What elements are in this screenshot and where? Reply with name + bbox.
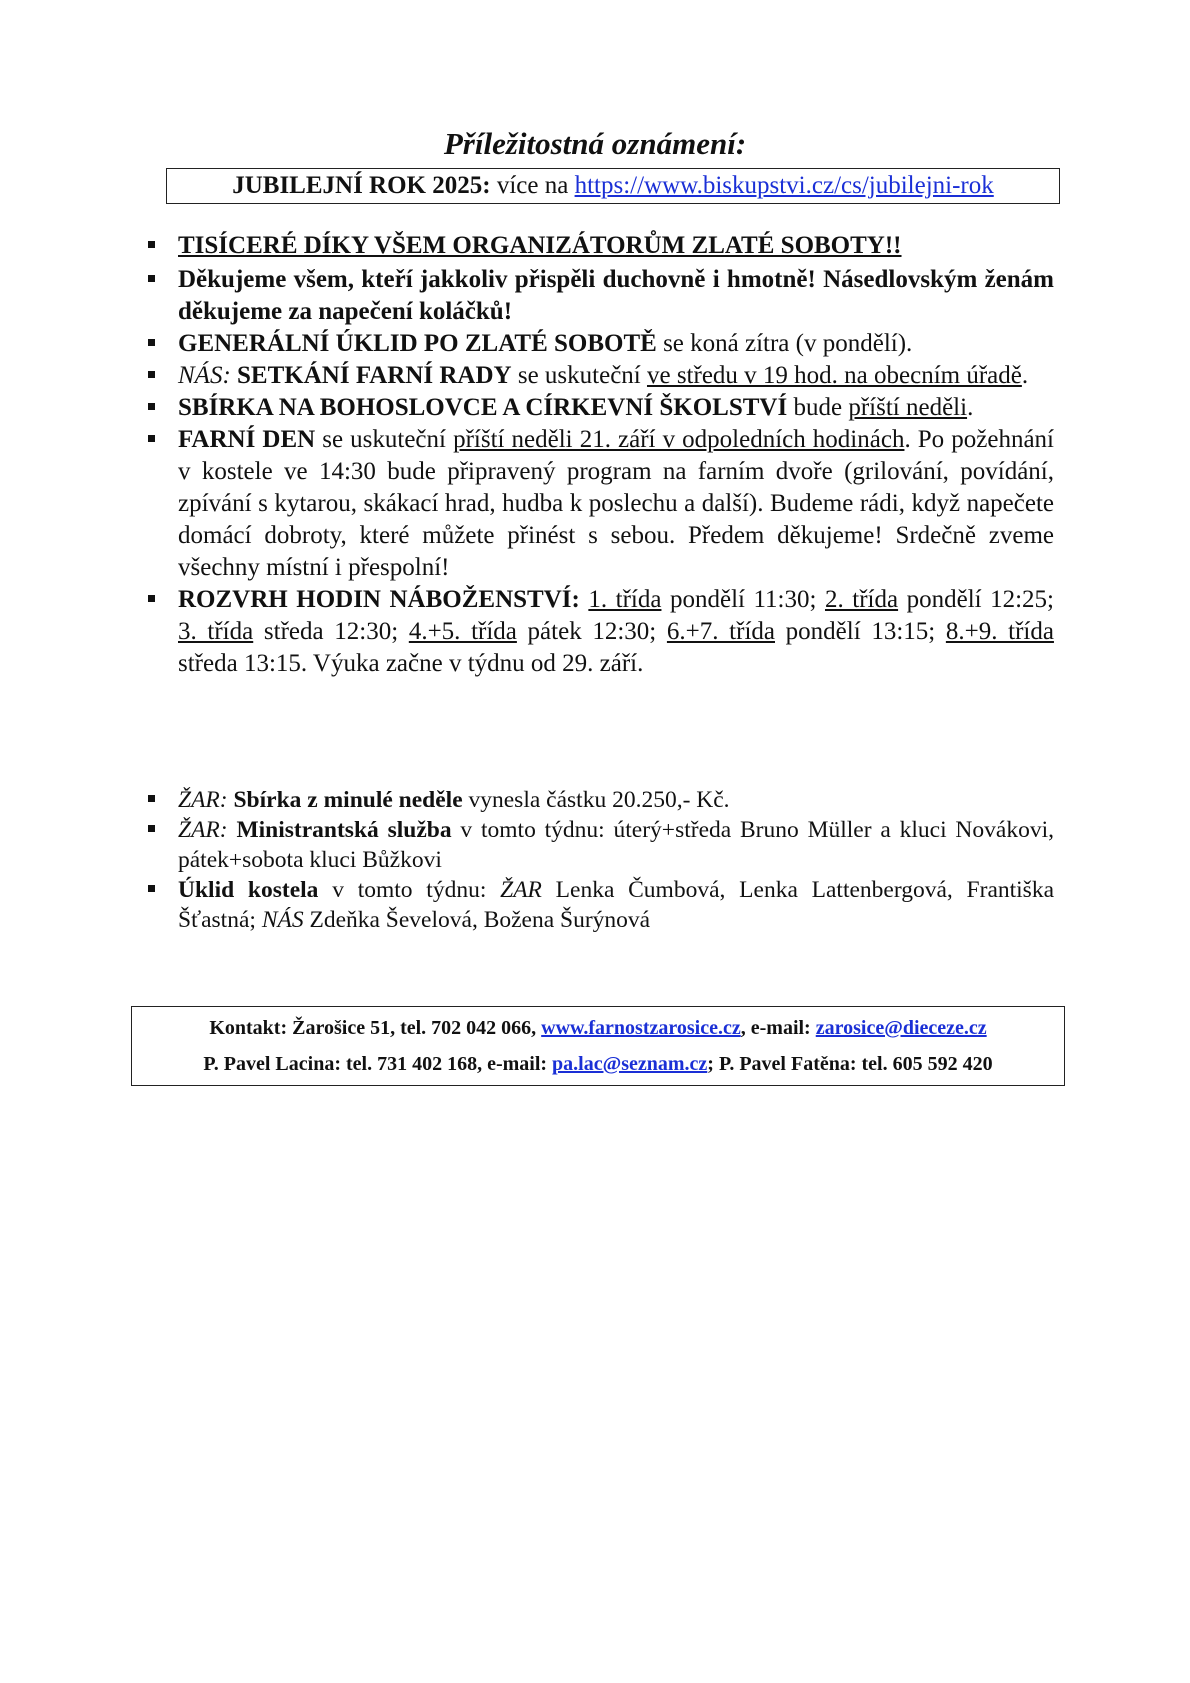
list-item-thanks-organizers	[148, 230, 1054, 262]
bullet-icon	[148, 339, 155, 346]
schedule-class-2: 2. třída	[824, 586, 899, 613]
thanks-all-text: Děkujeme všem, kteří jakkoliv přispěli duchovně i hmotně! Násedlovským ženám děkujeme za napečení koláčků!	[178, 266, 1054, 325]
parish-day-underlined: příští neděli 21. září v odpoledních hodinách	[453, 426, 905, 453]
council-bold: SETKÁNÍ FARNÍ RADY	[237, 362, 512, 389]
schedule-bold: ROZVRH HODIN NÁBOŽENSTVÍ:	[178, 586, 580, 613]
parish-day-text: se uskuteční	[315, 426, 454, 453]
church-cleaning-t2: Lenka Čumbová, Lenka Lattenbergová, Františka Šťastná;	[178, 877, 1055, 933]
announcement-list-2	[148, 785, 1054, 935]
list-item-cleanup	[148, 328, 1054, 360]
contact-line1-prefix: Kontakt: Žarošice 51, tel. 702 042 066,	[209, 1017, 542, 1039]
contact-line2-prefix: P. Pavel Lacina: tel. 731 402 168, e-mail:	[203, 1053, 553, 1075]
list-item-servers	[148, 815, 1054, 875]
parish-day-rest: . Po požehnání v kostele ve 14:30 bude připravený program na farním dvoře (grilování, povídání, zpívání s kytarou, skákací hrad, hudba k poslechu a další). Budeme rádi, když napečete domácí dobroty, které můžete přinést s sebou. Předem děkujeme! Srdečně zveme všechny místní i přespolní!	[178, 426, 1055, 581]
council-text: se uskuteční	[511, 362, 647, 389]
bullet-icon	[148, 435, 155, 442]
jubilee-box	[166, 168, 1060, 204]
schedule-time-1: pondělí 11:30;	[661, 586, 825, 613]
church-cleaning-t1: v tomto týdnu:	[318, 877, 501, 903]
contact-box	[131, 1006, 1065, 1086]
bullet-icon	[148, 275, 155, 282]
contact-line2-suffix: ; P. Pavel Fatěna: tel. 605 592 420	[707, 1053, 993, 1075]
schedule-time-3: středa 12:30;	[253, 618, 409, 645]
collection-end: .	[967, 394, 974, 421]
schedule-class-5: 6.+7. třída	[666, 618, 775, 645]
parish-day-bold: FARNÍ DEN	[178, 426, 316, 453]
bullet-icon	[148, 371, 155, 378]
list-item-parish-day	[148, 424, 1054, 584]
schedule-time-5: pondělí 13:15;	[775, 618, 946, 645]
servers-bold: Ministrantská služba	[236, 817, 452, 843]
list-item-church-cleaning	[148, 875, 1054, 935]
contact-web-link[interactable]: www.farnostzarosice.cz	[541, 1017, 741, 1039]
schedule-time-6: středa 13:15. Výuka začne v týdnu od 29. září.	[178, 650, 644, 677]
bullet-icon	[148, 825, 155, 832]
bullet-icon	[148, 403, 155, 410]
schedule-class-1: 1. třída	[588, 586, 662, 613]
contact-email-link[interactable]: zarosice@dieceze.cz	[815, 1017, 987, 1039]
contact-line-1	[132, 1017, 1064, 1040]
collection-bold: SBÍRKA NA BOHOSLOVCE A CÍRKEVNÍ ŠKOLSTVÍ	[178, 394, 788, 421]
announcement-list	[148, 230, 1054, 680]
church-cleaning-place-1: ŽAR	[500, 877, 542, 903]
thanks-organizers-text: TISÍCERÉ DÍKY VŠEM ORGANIZÁTORŮM ZLATÉ SOBOTY!!	[178, 232, 902, 259]
list-item-thanks-all	[148, 264, 1054, 328]
schedule-class-4: 4.+5. třída	[408, 618, 517, 645]
contact-line-2	[132, 1053, 1064, 1076]
contact-email2-link[interactable]: pa.lac@seznam.cz	[552, 1053, 708, 1075]
servers-rest: v tomto týdnu: úterý+středa Bruno Müller a kluci Novákovi, pátek+sobota kluci Bůžkovi	[178, 817, 1054, 873]
list-item-collection	[148, 392, 1054, 424]
contact-line1-mid: , e-mail:	[740, 1017, 816, 1039]
collection-underlined: příští neděli	[848, 394, 968, 421]
list-item-council	[148, 360, 1054, 392]
jubilee-label: JUBILEJNÍ ROK 2025:	[232, 172, 491, 199]
collection-result-rest: vynesla částku 20.250,- Kč.	[462, 787, 730, 813]
schedule-class-3: 3. třída	[178, 618, 254, 645]
council-place: NÁS:	[178, 362, 231, 389]
list-item-schedule	[148, 584, 1054, 680]
cleanup-bold: GENERÁLNÍ ÚKLID PO ZLATÉ SOBOTĚ	[178, 330, 657, 357]
council-underlined: ve středu v 19 hod. na obecním úřadě	[646, 362, 1022, 389]
cleanup-rest: se koná zítra (v pondělí).	[656, 330, 913, 357]
servers-place: ŽAR:	[178, 817, 228, 843]
collection-result-place: ŽAR:	[178, 787, 228, 813]
collection-result-bold: Sbírka z minulé neděle	[233, 787, 463, 813]
schedule-class-6: 8.+9. třída	[945, 618, 1054, 645]
church-cleaning-bold: Úklid kostela	[178, 877, 319, 903]
collection-text: bude	[787, 394, 849, 421]
page-title: Příležitostná oznámení:	[443, 126, 747, 161]
bullet-icon	[148, 885, 155, 892]
jubilee-link[interactable]: https://www.biskupstvi.cz/cs/jubilejni-rok	[574, 172, 994, 199]
list-item-collection-result	[148, 785, 1054, 815]
jubilee-text: více na	[490, 172, 575, 199]
bullet-icon	[148, 241, 155, 248]
bullet-icon	[148, 595, 155, 602]
church-cleaning-t3: Zdeňka Ševelová, Božena Šurýnová	[303, 907, 651, 933]
schedule-time-4: pátek 12:30;	[516, 618, 667, 645]
bullet-icon	[148, 795, 155, 802]
council-end: .	[1021, 362, 1029, 389]
church-cleaning-place-2: NÁS	[261, 907, 304, 933]
schedule-time-2: pondělí 12:25;	[898, 586, 1055, 613]
